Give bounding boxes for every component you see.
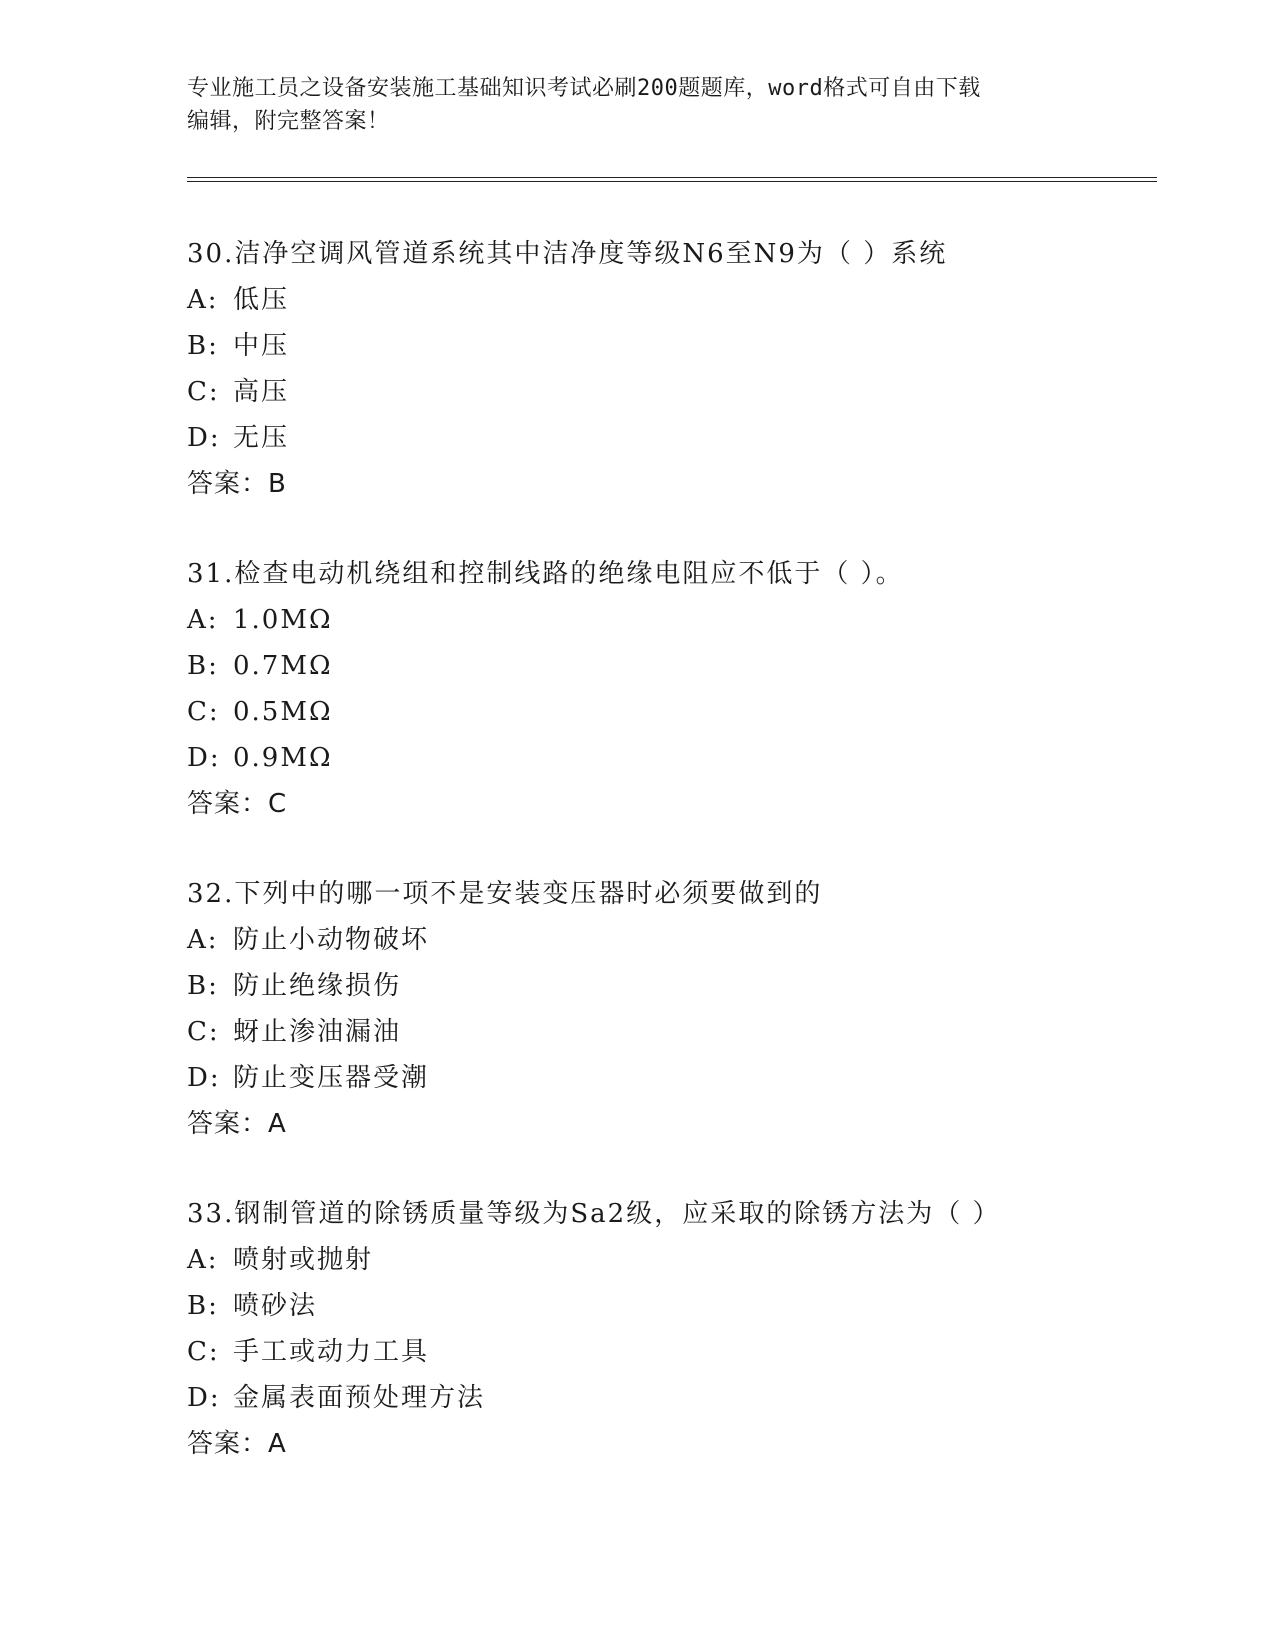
option-text: 低压 (233, 285, 290, 315)
option-text: 手工或动力工具 (233, 1337, 430, 1367)
option-key: C: (187, 1337, 220, 1367)
option-text: 0.9MΩ (233, 743, 333, 773)
question-31 (187, 551, 1167, 827)
option-a (187, 597, 1167, 643)
option-d (187, 415, 1167, 461)
option-key: C: (187, 377, 220, 407)
option-key: B: (187, 331, 219, 361)
option-c (187, 369, 1167, 415)
option-key: D: (187, 743, 221, 773)
option-text: 无压 (233, 423, 290, 453)
option-key: A: (187, 925, 219, 955)
option-b (187, 323, 1167, 369)
question-stem: 33.钢制管道的除锈质量等级为Sa2级，应采取的除锈方法为（ ） (187, 1199, 1001, 1229)
option-text: 高压 (233, 377, 290, 407)
option-c (187, 689, 1167, 735)
option-text: 中压 (233, 331, 290, 361)
option-key: A: (187, 605, 219, 635)
option-b (187, 963, 1167, 1009)
option-text: 喷射或抛射 (233, 1245, 374, 1275)
header-divider-bottom (187, 181, 1157, 182)
option-a (187, 917, 1167, 963)
option-text: 1.0MΩ (233, 605, 333, 635)
question-stem: 32.下列中的哪一项不是安装变压器时必须要做到的 (187, 879, 823, 909)
option-c (187, 1329, 1167, 1375)
option-key: A: (187, 1245, 219, 1275)
option-text: 蚜止渗油漏油 (233, 1017, 402, 1047)
answer-line: 答案：A (187, 1429, 287, 1459)
header-line-2: 编辑，附完整答案！ (187, 109, 390, 134)
answer-line: 答案：B (187, 469, 287, 499)
option-key: B: (187, 971, 219, 1001)
option-d (187, 1375, 1167, 1421)
option-key: D: (187, 1063, 221, 1093)
option-key: C: (187, 1017, 220, 1047)
option-a (187, 277, 1167, 323)
option-text: 0.7MΩ (233, 651, 333, 681)
answer-line: 答案：C (187, 789, 288, 819)
option-key: A: (187, 285, 219, 315)
option-text: 防止绝缘损伤 (233, 971, 402, 1001)
option-text: 防止变压器受潮 (233, 1063, 430, 1093)
option-text: 金属表面预处理方法 (233, 1383, 486, 1413)
option-a (187, 1237, 1167, 1283)
option-key: C: (187, 697, 220, 727)
answer-line: 答案：A (187, 1109, 287, 1139)
option-text: 防止小动物破坏 (233, 925, 430, 955)
option-key: B: (187, 1291, 219, 1321)
option-key: D: (187, 1383, 221, 1413)
option-c (187, 1009, 1167, 1055)
header-divider-top (187, 177, 1157, 178)
option-b (187, 1283, 1167, 1329)
option-text: 喷砂法 (233, 1291, 318, 1321)
question-30 (187, 231, 1167, 507)
option-d (187, 1055, 1167, 1101)
option-b (187, 643, 1167, 689)
option-key: B: (187, 651, 219, 681)
question-32 (187, 871, 1167, 1147)
question-33 (187, 1191, 1167, 1467)
document-header (187, 72, 1087, 138)
option-d (187, 735, 1167, 781)
question-stem: 31.检查电动机绕组和控制线路的绝缘电阻应不低于（ ）。 (187, 559, 904, 589)
option-text: 0.5MΩ (233, 697, 333, 727)
header-line-1: 专业施工员之设备安装施工基础知识考试必刷200题题库，word格式可自由下载 (187, 76, 981, 101)
option-key: D: (187, 423, 221, 453)
question-stem: 30.洁净空调风管道系统其中洁净度等级N6至N9为（ ）系统 (187, 239, 948, 269)
